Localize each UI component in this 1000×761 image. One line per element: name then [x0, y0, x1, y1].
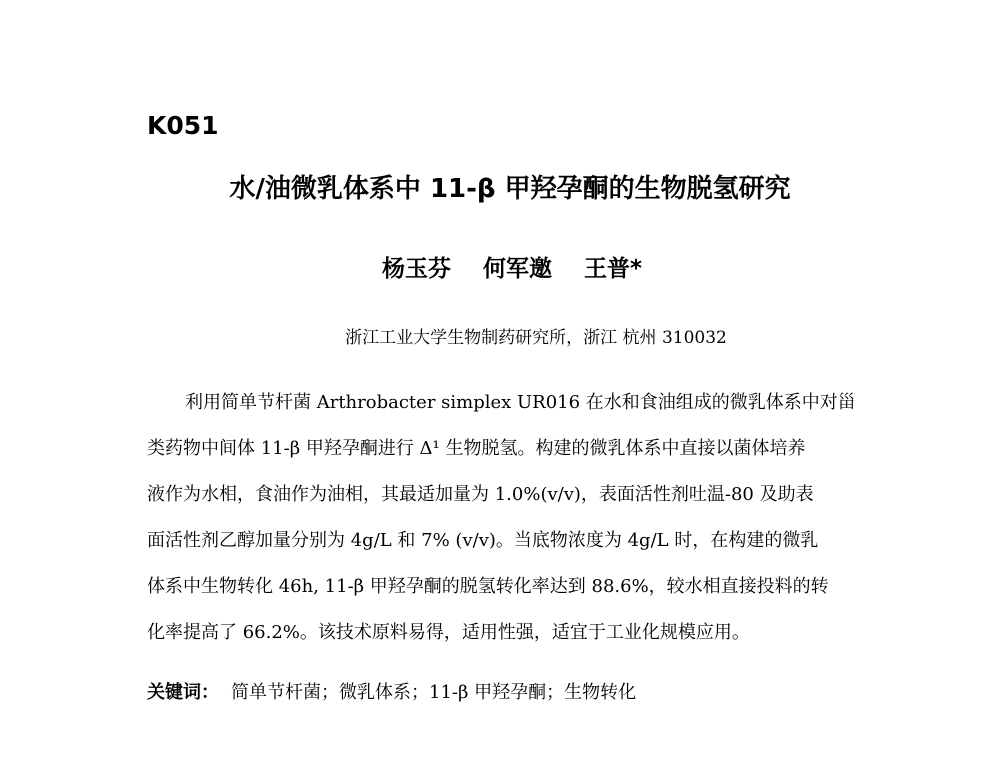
author-list	[0, 250, 1000, 283]
abstract-line: 利用简单节杆菌 Arthrobacter simplex UR016 在水和食油组成的微乳体系中对甾	[185, 392, 856, 413]
author-name: 杨玉芬	[381, 256, 451, 282]
keywords-row	[147, 678, 636, 704]
abstract-line: 面活性剂乙醇加量分别为 4g/L 和 7% (v/v)。当底物浓度为 4g/L 时，在构建的微乳	[147, 530, 819, 551]
paper-title: 水/油微乳体系中 11-β 甲羟孕酮的生物脱氢研究	[229, 174, 791, 204]
paper-code: K051	[147, 111, 219, 140]
abstract-line: 液作为水相，食油作为油相，其最适加量为 1.0%(v/v)，表面活性剂吐温-80 及助表	[147, 484, 814, 505]
abstract-line: 类药物中间体 11-β 甲羟孕酮进行 Δ¹ 生物脱氢。构建的微乳体系中直接以菌体培养	[147, 438, 806, 459]
keywords-label: 关键词：	[147, 682, 219, 703]
affiliation: 浙江工业大学生物制药研究所，浙江 杭州 310032	[345, 328, 727, 348]
abstract	[147, 380, 882, 656]
abstract-line: 体系中生物转化 46h, 11-β 甲羟孕酮的脱氢转化率达到 88.6%，较水相直接投料的转	[147, 576, 829, 597]
author-name: 何军邀	[482, 256, 552, 282]
keywords-text: 简单节杆菌；微乳体系；11-β 甲羟孕酮；生物转化	[231, 682, 637, 703]
author-name: 王普*	[584, 256, 643, 282]
abstract-line: 化率提高了 66.2%。该技术原料易得，适用性强，适宜于工业化规模应用。	[147, 622, 750, 643]
